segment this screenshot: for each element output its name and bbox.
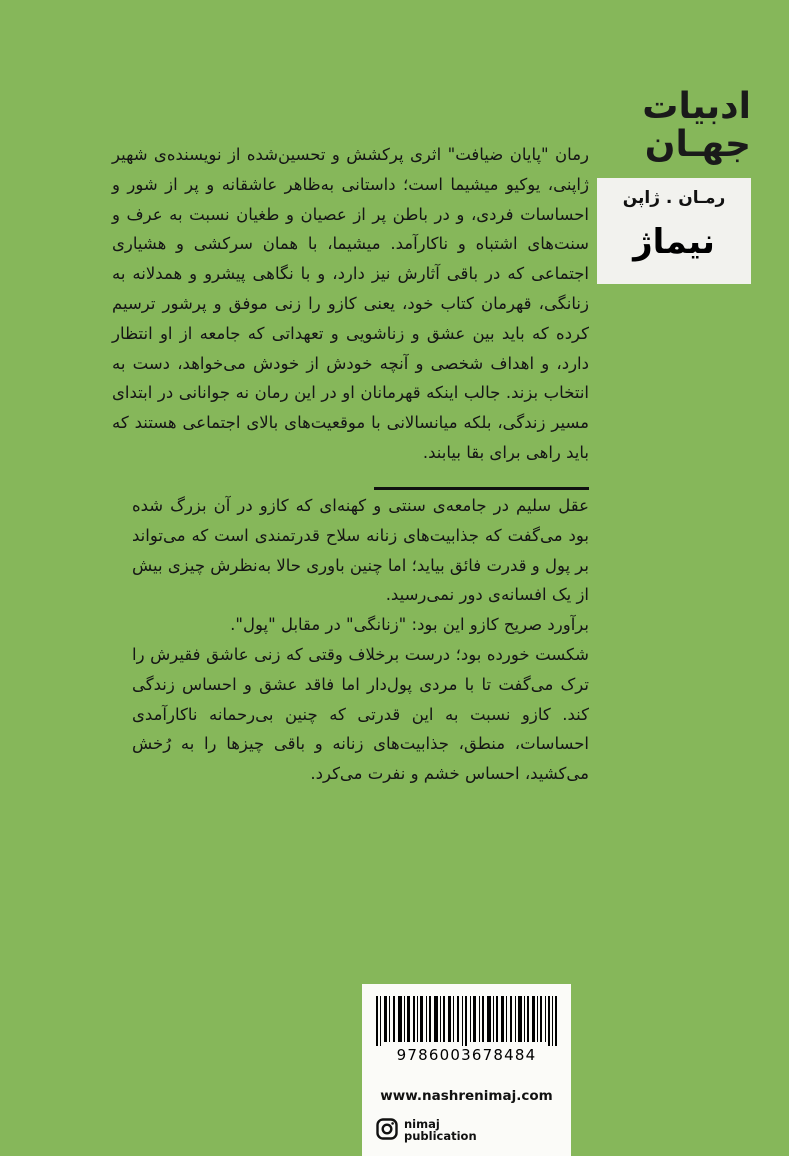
website-url[interactable]: www.nashrenimaj.com xyxy=(380,1088,553,1104)
series-title xyxy=(621,88,751,164)
series-title-line2: جهـان xyxy=(644,124,751,165)
barcode-box xyxy=(362,984,571,1156)
synopsis-paragraph: رمان "پایان ضیافت" اثری پرکشش و تحسین‌شده از نویسنده‌ی شهیر ژاپنی، یوکیو میشیما است؛ داستانی به‌ظاهر عاشقانه و پر از شور و احساسات فردی، و در باطن پر از عصیان و طغیان نسبت به عرف و سنت‌های اشتباه و ناکارآمد. میشیما، با همان سرکشی و هشیاری اجتماعی که در باقی آثارش نیز دارد، و با نگاهی پیشرو و همدلانه به زنانگی، قهرمان کتاب خود، یعنی کازو را زنی موفق و پرشور ترسیم کرده که باید بین عشق و زناشویی و تعهداتی که جامعه از او انتظار دارد، و اهداف شخصی و آنچه خودش از خودش می‌خواهد، دست به انتخاب بزند. جالب اینکه قهرمانان او در این رمان نه جوانانی در ابتدای مسیر زندگی، بلکه میانسالانی با موقعیت‌های بالای اجتماعی هستند که باید راهی برای بقا بیابند. xyxy=(112,145,589,462)
instagram-handle xyxy=(404,1118,477,1142)
excerpt xyxy=(132,491,589,789)
isbn-number: 9786003678484 xyxy=(396,1046,537,1064)
barcode-icon xyxy=(376,996,557,1046)
genre-publisher-box xyxy=(597,178,751,284)
genre-label: رمـان . ژاپن xyxy=(622,188,726,208)
series-title-line1: ادبیات xyxy=(642,86,751,127)
excerpt-paragraph-3: شکست خورده بود؛ درست برخلاف وقتی که زنی عاشق فقیرش را ترک می‌گفت تا با مردی پول‌دار اما فاقد عشق و احساس زندگی کند. کازو نسبت به این قدرتی که چنین بی‌رحمانه ناکارآمدی احساسات، منطق، جذابیت‌های زنانه و باقی چیزها را به رُخش می‌کشید، احساس خشم و نفرت می‌کرد. xyxy=(132,644,589,784)
excerpt-paragraph-1: عقل سلیم در جامعه‌ی سنتی و کهنه‌ای که کازو در آن بزرگ شده بود می‌گفت که جذابیت‌های زنانه سلاح قدرتمندی است که می‌تواند بر پول و قدرت فائق بیاید؛ اما چنین باوری حالا به‌نظرش چیزی بیش از یک افسانه‌ی دور نمی‌رسید. xyxy=(131,496,589,605)
handle-line1: nimaj xyxy=(404,1117,440,1131)
handle-line2: publication xyxy=(404,1129,477,1143)
publisher-logo: نیماژ xyxy=(633,222,715,262)
divider xyxy=(374,487,589,490)
excerpt-paragraph-2: برآورد صریح کازو این بود: "زنانگی" در مقابل "پول". xyxy=(230,615,589,635)
instagram-icon[interactable] xyxy=(376,1118,398,1140)
